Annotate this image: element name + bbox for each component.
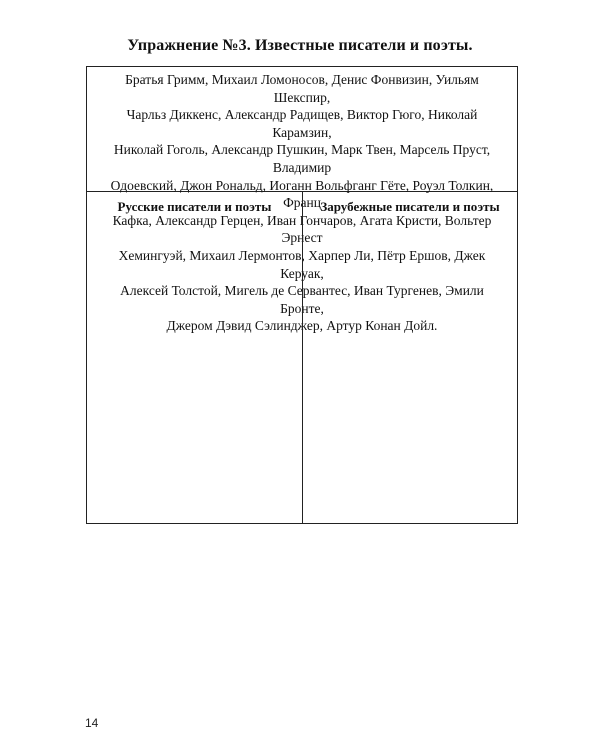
word-bank-line: Одоевский, Джон Рональд, Иоганн Вольфганг Гёте, Роуэл Толкин, Франц bbox=[110, 177, 494, 211]
foreign-writers-header: Зарубежные писатели и поэты bbox=[320, 199, 500, 214]
russian-writers-column[interactable] bbox=[87, 192, 303, 523]
word-bank-line: Кафка, Александр Герцен, Иван Гончаров, Агата Кристи, Вольтер Эрнест bbox=[112, 212, 492, 246]
word-bank-line: Братья Гримм, Михаил Ломоносов, Денис Фонвизин, Уильям Шекспир, bbox=[125, 72, 479, 105]
word-bank-line: Джером Дэвид Сэлинджер, Артур Конан Дойл. bbox=[166, 318, 438, 334]
word-bank-line: Чарльз Диккенс, Александр Радищев, Виктор Гюго, Николай Карамзин, bbox=[126, 107, 478, 140]
word-bank-line: Хемингуэй, Михаил Лермонтов, Харпер Ли, Пётр Ершов, Джек Керуак, bbox=[118, 247, 486, 281]
exercise-title: Упражнение №3. Известные писатели и поэты. bbox=[127, 37, 473, 54]
word-bank-line: Алексей Толстой, Мигель де Сервантес, Иван Тургенев, Эмили Бронте, bbox=[120, 283, 484, 316]
page-number: 14 bbox=[85, 716, 99, 730]
russian-writers-header: Русские писатели и поэты bbox=[117, 199, 272, 214]
exercise-table bbox=[86, 66, 518, 524]
foreign-writers-column[interactable] bbox=[303, 192, 517, 523]
word-bank-line: Николай Гоголь, Александр Пушкин, Марк Твен, Марсель Пруст, Владимир bbox=[113, 142, 491, 175]
